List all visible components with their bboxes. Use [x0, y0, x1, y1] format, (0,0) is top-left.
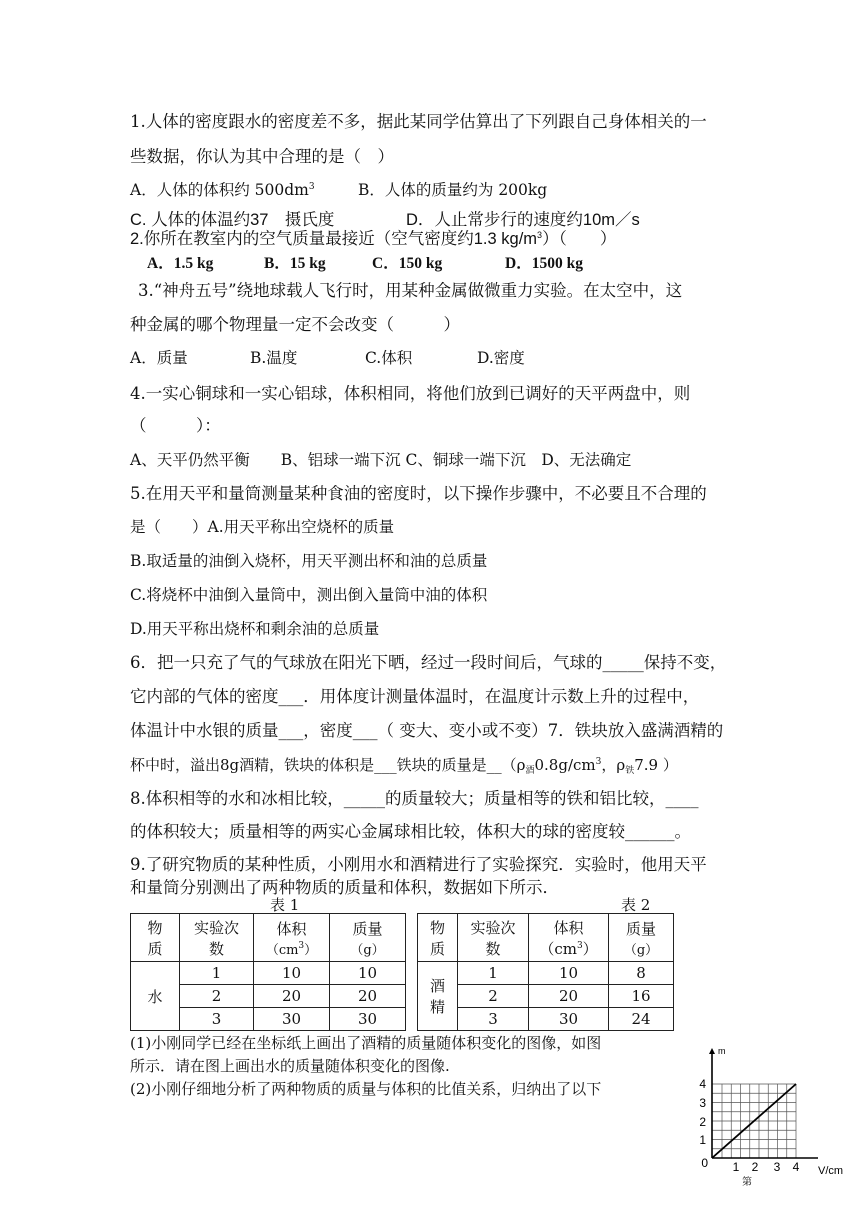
q3-stem-line1: 3.“神舟五号”绕地球载人飞行时，用某种金属做微重力实验。在太空中，这 — [138, 281, 683, 300]
q9-line2: 和量筒分别测出了两种物质的质量和体积，数据如下所示． — [130, 878, 559, 897]
q3-option-d: D.密度 — [477, 349, 525, 367]
graph-y-label: m — [718, 1046, 726, 1056]
q5-stem-line1: 5.在用天平和量筒测量某种食油的密度时，以下操作步骤中，不必要且不合理的 — [130, 484, 707, 503]
q5-stem-line2: 是（ ）A.用天平称出空烧杯的质量 — [130, 518, 395, 536]
q1-option-a: A．人体的体积约 $500dm^3$ — [130, 181, 315, 199]
header-substance-2: 物 质 — [418, 914, 458, 962]
header-volume: 体积 $(cm^3)$ — [254, 914, 330, 962]
q7-line: 杯中时，溢出8g酒精，铁块的体积是___铁块的质量是$\_\_(\rho_酒0.8g/cm^3$，$\rho_铁7.9$ ） — [130, 756, 678, 776]
q2-option-d: D．1500 kg — [505, 255, 583, 272]
y-tick-1: 1 — [699, 1133, 706, 1147]
q1-stem-line2: 些数据，你认为其中合理的是（ ） — [130, 147, 394, 166]
q4-options: A、天平仍然平衡 B、铝球一端下沉 C、铜球一端下沉 D、无法确定 — [130, 451, 632, 469]
table-cell: 2 — [180, 985, 254, 1008]
y-tick-2: 2 — [699, 1115, 706, 1129]
q6-line3: 体温计中水银的质量___，密度___（ 变大、变小或不变）7．铁块放入盛满酒精的 — [130, 721, 724, 740]
q8-line1: 8.体积相等的水和冰相比较，_____的质量较大；质量相等的铁和铝比较，____ — [130, 789, 699, 808]
q1-option-d: D．人止常步行的速度约10m／s — [406, 211, 640, 229]
q3-stem-line2: 种金属的哪个物理量一定不会改变（ ） — [130, 315, 460, 334]
q2-option-b: B．15 kg — [264, 255, 326, 272]
table-cell: 24 — [609, 1008, 674, 1031]
q4-stem-line1: 4.一实心铜球和一实心铝球，体积相同，将他们放到已调好的天平两盘中，则 — [130, 384, 691, 403]
q9-sub1-line2: 所示．请在图上画出水的质量随体积变化的图像. — [130, 1057, 450, 1075]
x-tick-3: 3 — [773, 1160, 781, 1174]
mass-volume-graph — [700, 1046, 860, 1216]
graph-x-label: V/cm — [818, 1165, 844, 1177]
q1-option-c: C. 人体的体温约37 摄氏度 — [130, 211, 335, 229]
q9-sub1-line1: (1)小刚同学已经在坐标纸上画出了酒精的质量随体积变化的图像，如图 — [130, 1034, 602, 1052]
table-cell: 1 — [180, 962, 254, 985]
q3-option-a: A．质量 — [130, 349, 188, 367]
graph-origin: 0 — [701, 1156, 708, 1170]
table-cell: 30 — [254, 1008, 330, 1031]
header-mass-2: 质量 （g） — [609, 914, 674, 962]
x-tick-1: 1 — [732, 1160, 740, 1174]
table-cell: 2 — [458, 985, 529, 1008]
table-cell: 1 — [458, 962, 529, 985]
header-trial-2: 实验次 数 — [458, 914, 529, 962]
table-cell: 30 — [529, 1008, 609, 1031]
table-cell: 16 — [609, 985, 674, 1008]
x-tick-4: 4 — [792, 1160, 800, 1174]
table-cell: 30 — [330, 1008, 406, 1031]
q6-line1: 6．把一只充了气的气球放在阳光下晒，经过一段时间后，气球的_____保持不变， — [130, 653, 727, 672]
table-cell: 3 — [180, 1008, 254, 1031]
q1-option-b: B．人体的质量约为 200kg — [358, 181, 548, 199]
x-tick-2: 2 — [751, 1160, 759, 1174]
table-cell: 20 — [254, 985, 330, 1008]
table-cell: 10 — [330, 962, 406, 985]
q3-option-c: C.体积 — [365, 349, 413, 367]
q5-option-b: B.取适量的油倒入烧杯，用天平测出杯和油的总质量 — [130, 552, 488, 570]
q5-option-d: D.用天平称出烧杯和剩余油的总质量 — [130, 620, 380, 638]
table1-caption: 表 1 — [270, 896, 300, 914]
alcohol-label: 酒 精 — [418, 962, 458, 1031]
header-mass: 质量 （g） — [330, 914, 406, 962]
q2-option-a: A．1.5 kg — [147, 255, 214, 272]
header-trial: 实验次 数 — [180, 914, 254, 962]
q1-stem-line1: 1.人体的密度跟水的密度差不多，据此某同学估算出了下列跟自己身体相关的一 — [130, 112, 707, 131]
q5-option-c: C.将烧杯中油倒入量筒中，测出倒入量筒中油的体积 — [130, 586, 488, 604]
graph-caption: 第 — [742, 1177, 752, 1188]
q2-option-c: C．150 kg — [372, 255, 443, 272]
table2-caption: 表 2 — [621, 896, 651, 914]
y-tick-4: 4 — [699, 1077, 706, 1091]
q9-line1: 9.了研究物质的某种性质，小刚用水和酒精进行了实验探究．实验时，他用天平 — [130, 855, 707, 874]
header-volume-2: 体积$(cm^3)$ — [529, 914, 609, 962]
table-cell: 10 — [254, 962, 330, 985]
table-cell: 3 — [458, 1008, 529, 1031]
q6-line2: 它内部的气体的密度___．用体度计测量体温时，在温度计示数上升的过程中， — [130, 687, 700, 706]
table-cell: 8 — [609, 962, 674, 985]
table-cell: 10 — [529, 962, 609, 985]
table-cell: 20 — [330, 985, 406, 1008]
q9-sub2-line1: (2)小刚仔细地分析了两种物质的质量与体积的比值关系，归纳出了以下 — [130, 1080, 602, 1098]
q4-stem-line2: （ ）： — [130, 416, 221, 435]
q3-option-b: B.温度 — [250, 349, 298, 367]
y-tick-3: 3 — [699, 1096, 706, 1110]
water-label: 水 — [131, 962, 180, 1031]
q8-line2: 的体积较大；质量相等的两实心金属球相比较，体积大的球的密度较______。 — [130, 822, 691, 841]
data-table — [130, 913, 674, 1031]
header-substance: 物 质 — [131, 914, 180, 962]
q2-stem: 2.你所在教室内的空气质量最接近（空气密度约1.3 $kg/m^3$）（ ） — [130, 230, 617, 248]
table-cell: 20 — [529, 985, 609, 1008]
